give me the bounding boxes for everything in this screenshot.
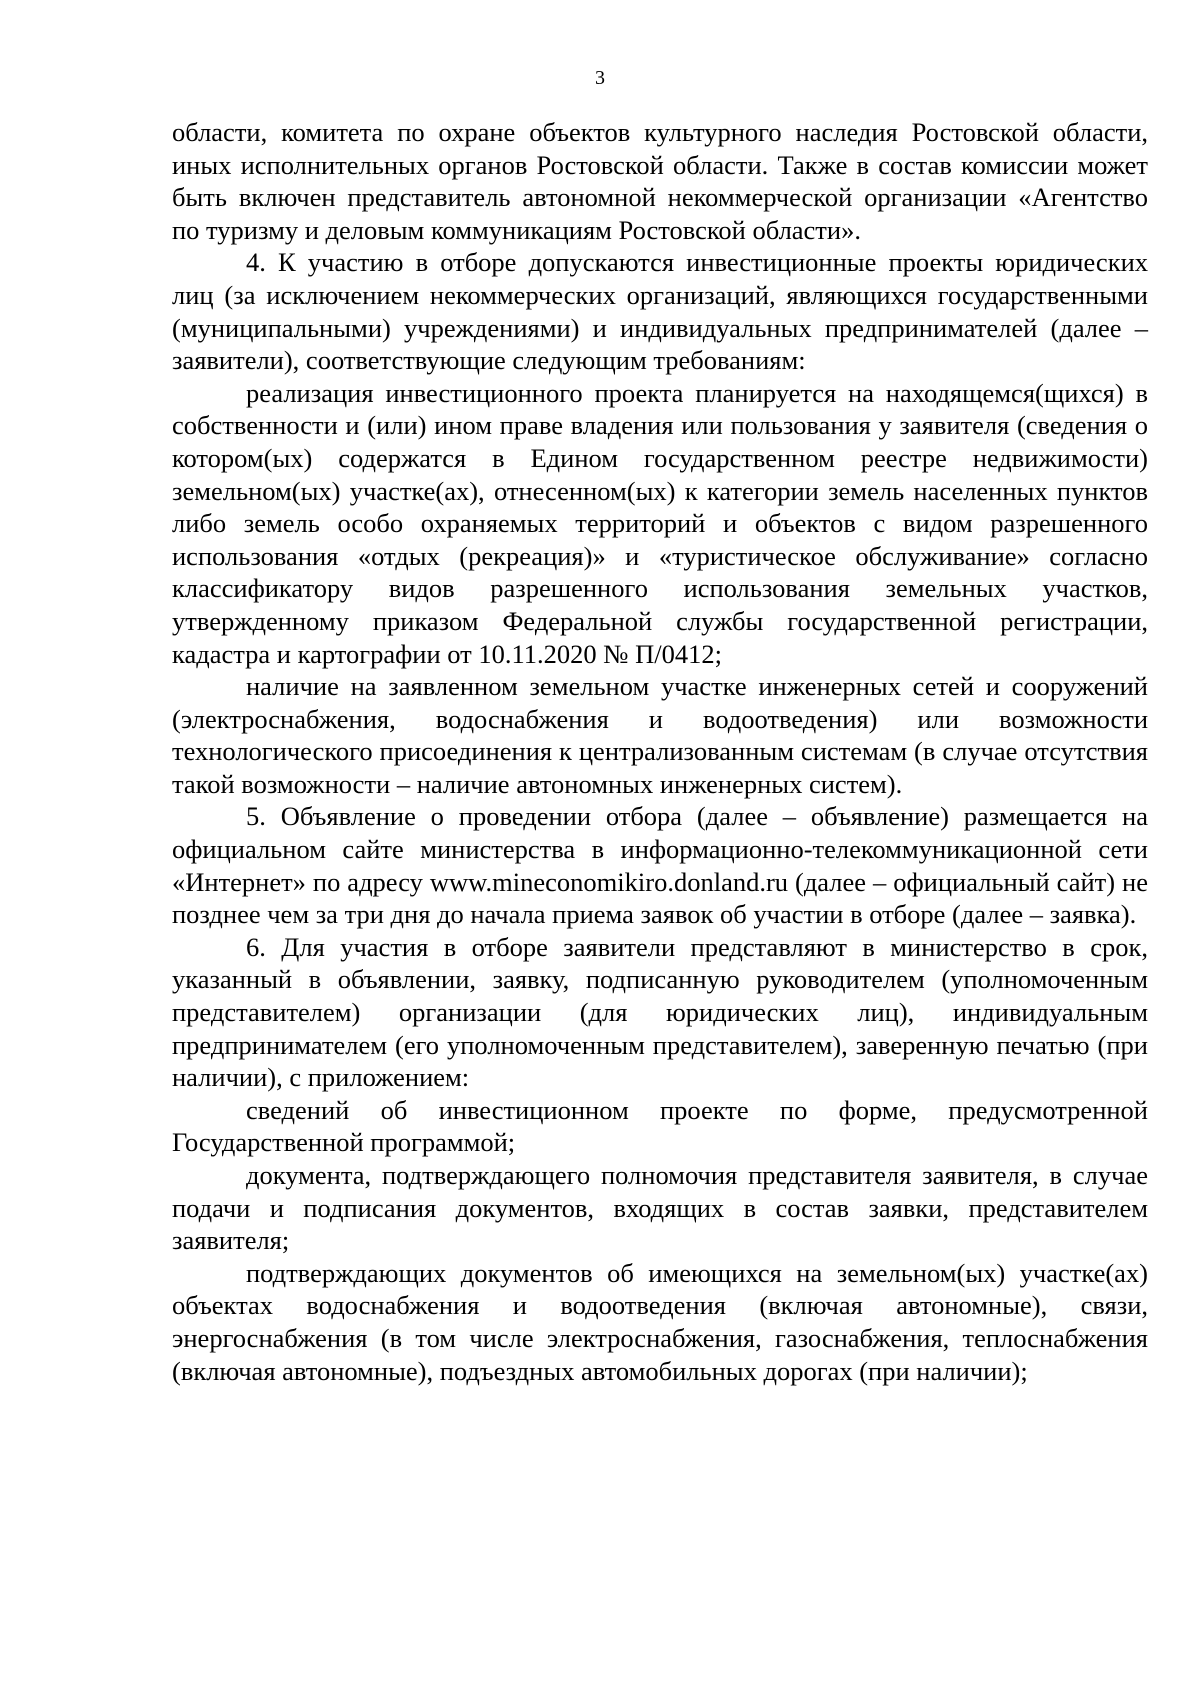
- paragraph-attachment-infrastructure: подтверждающих документов об имеющихся на земельном(ых) участке(ах) объектах водоснабжения и водоотведения (включая автономные), связи, энергоснабжения (в том числе электроснабжения, газоснабжения, теплоснабжения (включая автономные), подъездных автомобильных дорогах (при наличии);: [172, 1257, 1148, 1386]
- paragraph-attachment-project-info: сведений об инвестиционном проекте по форме, предусмотренной Государственной программой;: [172, 1094, 1148, 1158]
- paragraph-requirement-utilities: наличие на заявленном земельном участке инженерных сетей и сооружений (электроснабжения, водоснабжения и водоотведения) или возможности технологического присоединения к централизованным системам (в случае отсутствия такой возможности – наличие автономных инженерных систем).: [172, 671, 1148, 799]
- paragraph-item-6: 6. Для участия в отборе заявители представляют в министерство в срок, указанный в объявлении, заявку, подписанную руководителем (уполномоченным представителем) организации (для юридических лиц), индивидуальным предпринимателем (его уполномоченным представителем), заверенную печатью (при наличии), с приложением:: [172, 931, 1148, 1093]
- document-body: [172, 116, 1148, 1387]
- page-number: 3: [595, 67, 605, 89]
- paragraph-requirement-land: реализация инвестиционного проекта планируется на находящемся(щихся) в собственности и (или) ином праве владения или пользования у заявителя (сведения о котором(ых) содержатся в Едином государственном реестре недвижимости) земельном(ых) участке(ах), отнесенном(ых) к категории земель населенных пунктов либо земель особо охраняемых территорий и объектов с видом разрешенного использования «отдых (рекреация)» и «туристическое обслуживание» согласно классификатору видов разрешенного использования земельных участков, утвержденному приказом Федеральной службы государственной регистрации, кадастра и картографии от 10.11.2020 № П/0412;: [172, 377, 1148, 669]
- paragraph-commission-continued: области, комитета по охране объектов культурного наследия Ростовской области, иных исполнительных органов Ростовской области. Также в состав комиссии может быть включен представитель автономной некоммерческой организации «Агентство по туризму и деловым коммуникациям Ростовской области».: [172, 117, 1148, 245]
- paragraph-item-5: 5. Объявление о проведении отбора (далее – объявление) размещается на официальном сайте министерства в информационно-телекоммуникационной сети «Интернет» по адресу www.mineconomikiro.donland.ru (далее – официальный сайт) не позднее чем за три дня до начала приема заявок об участии в отборе (далее – заявка).: [172, 801, 1148, 930]
- paragraph-attachment-authority: документа, подтверждающего полномочия представителя заявителя, в случае подачи и подписания документов, входящих в состав заявки, представителем заявителя;: [172, 1160, 1148, 1256]
- paragraph-item-4: 4. К участию в отборе допускаются инвестиционные проекты юридических лиц (за исключением некоммерческих организаций, являющихся государственными (муниципальными) учреждениями) и индивидуальных предпринимателей (далее – заявители), соответствующие следующим требованиям:: [172, 247, 1148, 376]
